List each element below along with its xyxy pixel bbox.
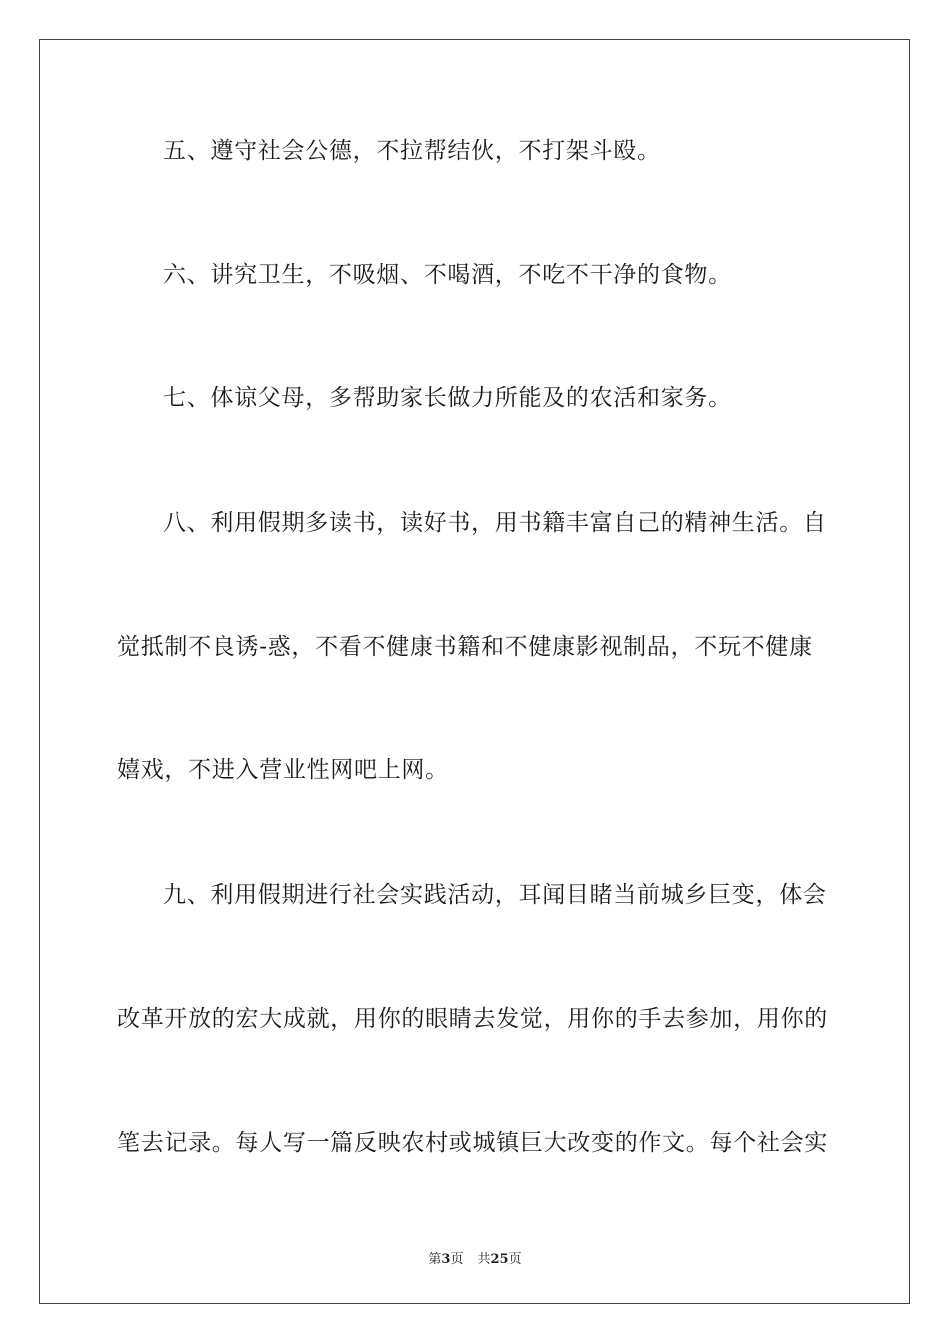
page-label-prefix: 第 <box>428 1252 442 1267</box>
total-label-prefix: 共 <box>477 1252 491 1267</box>
page-border <box>39 39 910 1304</box>
rule-6-line: 六、讲究卫生，不吸烟、不喝酒，不吃不干净的食物。 <box>163 262 732 288</box>
rule-9-line-2: 改革开放的宏大成就，用你的眼睛去发觉，用你的手去参加，用你的 <box>117 1006 828 1032</box>
total-pages: 25 <box>490 1252 509 1267</box>
rule-9-line-3: 笔去记录。每人写一篇反映农村或城镇巨大改变的作文。每个社会实 <box>117 1130 828 1156</box>
rule-8-line-1: 八、利用假期多读书，读好书，用书籍丰富自己的精神生活。自 <box>163 510 827 536</box>
rule-9-line-1: 九、利用假期进行社会实践活动，耳闻目睹当前城乡巨变，体会 <box>163 882 827 908</box>
page-footer <box>0 1248 950 1267</box>
rule-8-line-3: 嬉戏，不进入营业性网吧上网。 <box>117 757 449 783</box>
rule-5-line: 五、遵守社会公德，不拉帮结伙，不打架斗殴。 <box>163 138 661 164</box>
rule-7-line: 七、体谅父母，多帮助家长做力所能及的农活和家务。 <box>163 385 732 411</box>
page-label-suffix: 页 <box>450 1252 464 1267</box>
total-label-suffix: 页 <box>508 1252 522 1267</box>
rule-8-line-2: 觉抵制不良诱-惑，不看不健康书籍和不健康影视制品，不玩不健康 <box>117 634 813 660</box>
page-number: 3 <box>441 1252 451 1267</box>
